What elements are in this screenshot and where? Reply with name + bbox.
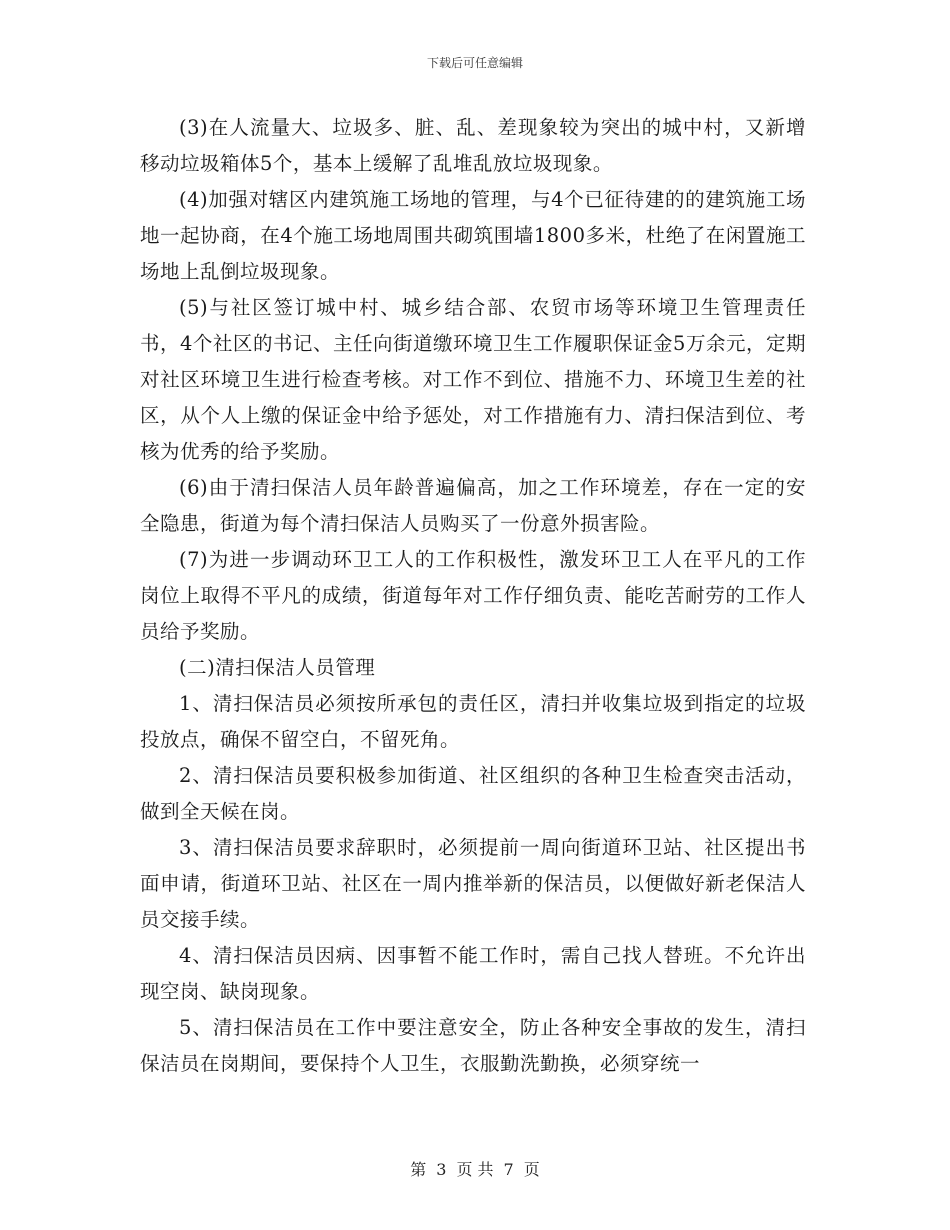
rule-item-1: 1、清扫保洁员必须按所承包的责任区，清扫并收集垃圾到指定的垃圾投放点，确保不留空白，不留死角。 (140, 692, 806, 751)
paragraph-item-3: (3)在人流量大、垃圾多、脏、乱、差现象较为突出的城中村，又新增移动垃圾箱体5个，基本上缓解了乱堆乱放垃圾现象。 (140, 116, 806, 175)
document-body (140, 110, 806, 1082)
footer-middle: 页 共 (456, 1160, 494, 1179)
total-pages-number: 7 (503, 1160, 514, 1179)
rule-item-3: 3、清扫保洁员要求辞职时，必须提前一周向街道环卫站、社区提出书面申请，街道环卫站、社区在一周内推举新的保洁员，以便做好新老保洁人员交接手续。 (140, 836, 806, 931)
paragraph-item-7: (7)为进一步调动环卫工人的工作积极性，激发环卫工人在平凡的工作岗位上取得不平凡的成绩，街道每年对工作仔细负责、能吃苦耐劳的工作人员给予奖励。 (140, 548, 806, 643)
paragraph-item-6: (6)由于清扫保洁人员年龄普遍偏高，加之工作环境差，存在一定的安全隐患，街道为每个清扫保洁人员购买了一份意外损害险。 (140, 476, 806, 535)
footer-prefix: 第 (410, 1160, 427, 1179)
rule-item-5: 5、清扫保洁员在工作中要注意安全，防止各种安全事故的发生，清扫保洁员在岗期间，要保持个人卫生，衣服勤洗勤换，必须穿统一 (140, 1016, 806, 1075)
paragraph-item-5: (5)与社区签订城中村、城乡结合部、农贸市场等环境卫生管理责任书，4个社区的书记、主任向街道缴环境卫生工作履职保证金5万余元，定期对社区环境卫生进行检查考核。对工作不到位、措施不力、环境卫生差的社区，从个人上缴的保证金中给予惩处，对工作措施有力、清扫保洁到位、考核为优秀的给予奖励。 (140, 296, 806, 463)
current-page-number: 3 (436, 1160, 447, 1179)
section-heading-cleaning-staff: (二)清扫保洁人员管理 (179, 656, 376, 679)
paragraph-item-4: (4)加强对辖区内建筑施工场地的管理，与4个已征待建的的建筑施工场地一起协商，在4个施工场地周围共砌筑围墙1800多米，杜绝了在闲置施工场地上乱倒垃圾现象。 (140, 188, 806, 283)
page-footer (0, 1157, 950, 1180)
rule-item-2: 2、清扫保洁员要积极参加街道、社区组织的各种卫生检查突击活动，做到全天候在岗。 (140, 764, 806, 823)
rule-item-4: 4、清扫保洁员因病、因事暂不能工作时，需自己找人替班。不允许出现空岗、缺岗现象。 (140, 944, 806, 1003)
footer-suffix: 页 (523, 1160, 540, 1179)
page-header-note: 下载后可任意编辑 (426, 56, 523, 70)
